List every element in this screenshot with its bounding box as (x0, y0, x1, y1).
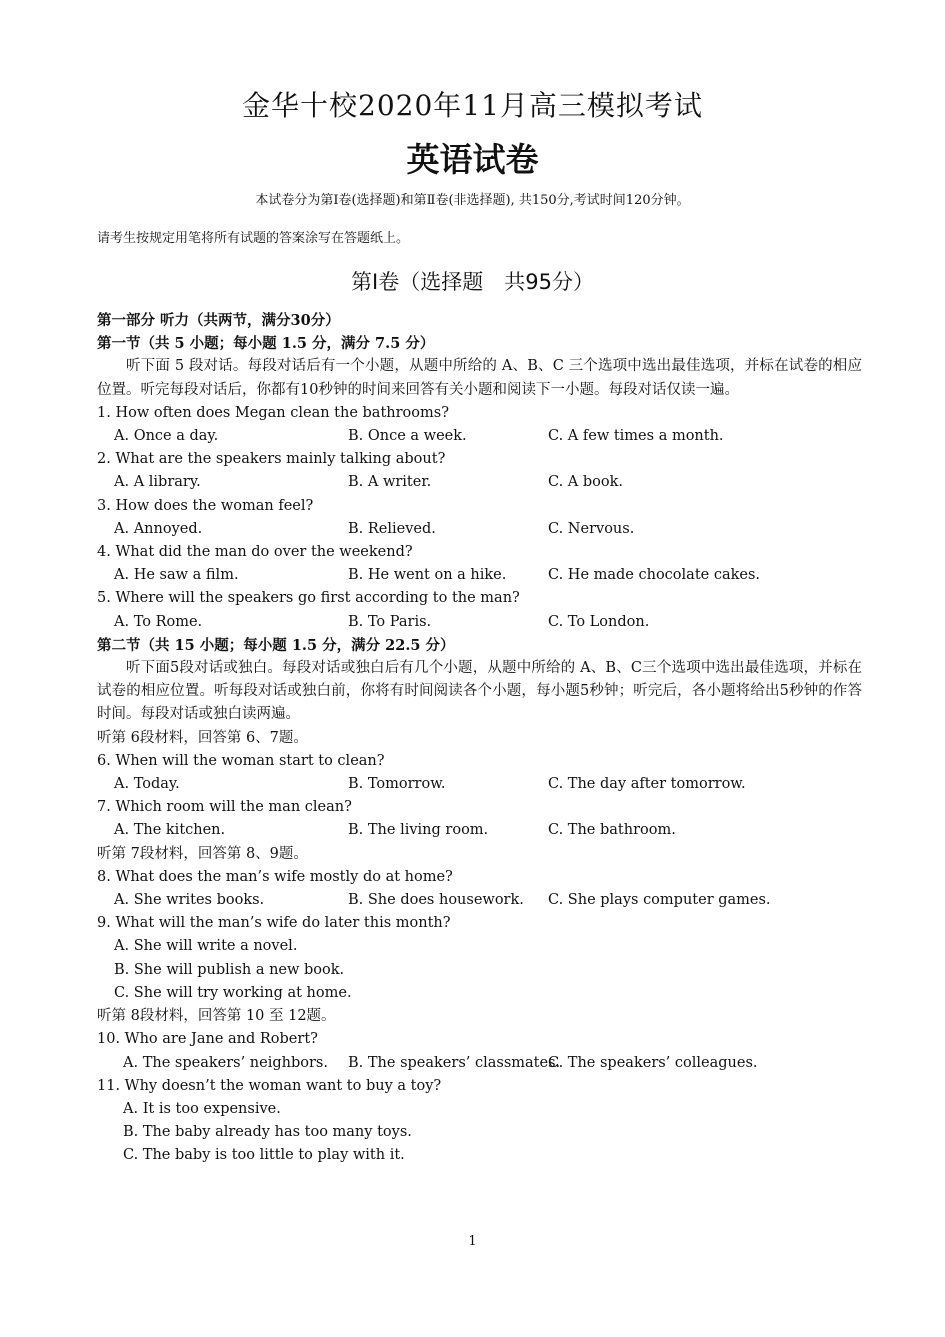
section1-heading: 第一节（共 5 小题；每小题 1.5 分，满分 7.5 分） (97, 335, 435, 353)
exam-note: 本试卷分为第Ⅰ卷(选择题)和第Ⅱ卷(非选择题), 共150分,考试时间120分钟。 (255, 193, 690, 208)
option-c: C. She plays computer games. (548, 892, 771, 909)
option-b: B. Relieved. (348, 520, 436, 537)
options-8 (97, 889, 862, 912)
question-9: 9. What will the man’s wife do later this month? (97, 915, 451, 932)
question-5: 5. Where will the speakers go first according to the man? (97, 590, 520, 607)
options-7 (97, 819, 862, 842)
question-1: 1. How often does Megan clean the bathrooms? (97, 404, 449, 421)
option-c: C. The speakers’ colleagues. (548, 1054, 758, 1071)
page-number: 1 (468, 1234, 477, 1249)
option-a: A. Once a day. (114, 428, 219, 445)
exam-title: 金华十校2020年11月高三模拟考试 (242, 89, 703, 122)
material-6-label: 听第 6段材料，回答第 6、7题。 (97, 729, 308, 746)
question-3: 3. How does the woman feel? (97, 497, 314, 514)
option-c: C. The baby is too little to play with it. (123, 1147, 405, 1164)
option-a: A. To Rome. (114, 613, 203, 630)
option-b: B. The baby already has too many toys. (123, 1124, 412, 1141)
options-2 (97, 471, 862, 494)
option-a: A. She writes books. (114, 892, 265, 909)
options-4 (97, 564, 862, 587)
question-11: 11. Why doesn’t the woman want to buy a toy? (97, 1077, 442, 1094)
question-7: 7. Which room will the man clean? (97, 799, 352, 816)
options-1 (97, 425, 862, 448)
option-b: B. A writer. (348, 474, 432, 491)
option-a: A. She will write a novel. (114, 938, 298, 955)
option-a: A. The kitchen. (114, 822, 226, 839)
option-c: C. The day after tomorrow. (548, 776, 746, 793)
listening-section (97, 309, 862, 1168)
subject-title: 英语试卷 (406, 140, 539, 179)
part-one-title: 第Ⅰ卷（选择题 共95分） (351, 270, 594, 294)
options-6 (97, 773, 862, 796)
option-b: B. The speakers’ classmates. (348, 1054, 561, 1071)
section1-instructions: 听下面 5 段对话。每段对话后有一个小题，从题中所给的 A、B、C 三个选项中选出最佳选项，并标在试卷的相应位置。听完每段对话后，你都有10秒钟的时间来回答有关小题和阅读下一小题。每段对话仅读一遍。 (97, 358, 862, 398)
question-8: 8. What does the man’s wife mostly do at home? (97, 868, 453, 885)
option-b: B. Once a week. (348, 428, 467, 445)
question-4: 4. What did the man do over the weekend? (97, 544, 413, 561)
option-c: C. He made chocolate cakes. (548, 567, 761, 584)
option-b: B. He went on a hike. (348, 567, 507, 584)
option-b: B. She will publish a new book. (114, 961, 345, 978)
option-a: A. A library. (114, 474, 201, 491)
options-3 (97, 518, 862, 541)
section2-heading: 第二节（共 15 小题；每小题 1.5 分，满分 22.5 分） (97, 636, 455, 654)
material-8-label: 听第 8段材料，回答第 10 至 12题。 (97, 1008, 336, 1025)
option-c: C. Nervous. (548, 520, 635, 537)
option-c: C. The bathroom. (548, 822, 676, 839)
option-a: A. It is too expensive. (123, 1100, 281, 1117)
option-a: A. The speakers’ neighbors. (123, 1054, 328, 1071)
question-6: 6. When will the woman start to clean? (97, 752, 385, 769)
option-c: C. To London. (548, 613, 650, 630)
option-b: B. To Paris. (348, 613, 432, 630)
section2-instructions: 听下面5段对话或独白。每段对话或独白后有几个小题，从题中所给的 A、B、C三个选项中选出最佳选项，并标在试卷的相应位置。听每段对话或独白前，你将有时间阅读各个小题，每小题5秒钟；听完后，各小题将给出5秒钟的作答时间。每段对话或独白读两遍。 (97, 660, 862, 723)
question-10: 10. Who are Jane and Robert? (97, 1031, 318, 1048)
option-b: B. Tomorrow. (348, 776, 446, 793)
options-5 (97, 611, 862, 634)
answer-instruction: 请考生按规定用笔将所有试题的答案涂写在答题纸上。 (97, 231, 410, 246)
material-7-label: 听第 7段材料，回答第 8、9题。 (97, 845, 308, 862)
option-c: C. A book. (548, 474, 624, 491)
option-b: B. She does housework. (348, 892, 524, 909)
option-c: C. She will try working at home. (114, 984, 352, 1001)
option-a: A. Annoyed. (114, 520, 203, 537)
option-a: A. Today. (114, 776, 180, 793)
option-c: C. A few times a month. (548, 428, 724, 445)
option-a: A. He saw a film. (114, 567, 239, 584)
options-10 (97, 1052, 862, 1075)
option-b: B. The living room. (348, 822, 489, 839)
question-2: 2. What are the speakers mainly talking about? (97, 451, 446, 468)
listening-heading: 第一部分 听力（共两节，满分30分） (97, 312, 340, 329)
